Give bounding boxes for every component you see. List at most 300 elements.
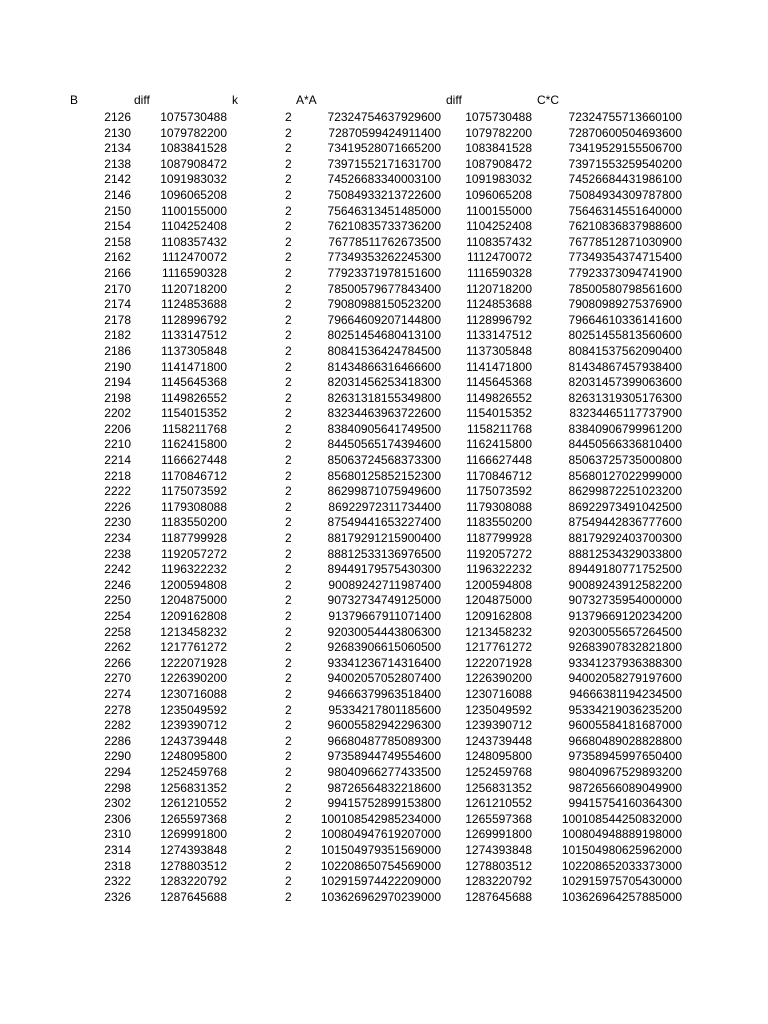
cell-k: 2 xyxy=(285,297,292,312)
table-row xyxy=(0,484,768,500)
cell-k: 2 xyxy=(285,499,292,514)
cell-diff-2: 1170846712 xyxy=(466,468,532,483)
cell-c-squared: 75646314551640000 xyxy=(568,203,682,218)
header-a-squared: A*A xyxy=(296,93,317,107)
cell-a-squared: 90732734749125000 xyxy=(327,593,441,608)
cell-k: 2 xyxy=(285,359,292,374)
cell-b: 2286 xyxy=(104,733,131,748)
header-c-squared: C*C xyxy=(537,93,560,107)
cell-c-squared: 76210836837988600 xyxy=(568,219,682,234)
cell-diff-2: 1269991800 xyxy=(465,827,532,842)
cell-a-squared: 75084933213722600 xyxy=(327,187,441,202)
cell-a-squared: 97358944749554600 xyxy=(327,749,441,764)
cell-diff: 1274393848 xyxy=(160,842,227,857)
cell-a-squared: 94002057052807400 xyxy=(327,671,441,686)
table-row xyxy=(0,703,768,719)
table-row xyxy=(0,406,768,422)
cell-k: 2 xyxy=(285,842,292,857)
cell-b: 2306 xyxy=(104,811,131,826)
cell-a-squared: 98040966277433500 xyxy=(327,764,441,779)
cell-a-squared: 82631318155349800 xyxy=(327,390,441,405)
cell-c-squared: 90089243912582200 xyxy=(568,577,682,592)
cell-k: 2 xyxy=(285,484,292,499)
cell-b: 2254 xyxy=(104,609,131,623)
cell-b: 2178 xyxy=(104,312,131,327)
table-row xyxy=(0,671,768,687)
table-row xyxy=(0,500,768,516)
cell-diff: 1096065208 xyxy=(160,187,227,202)
cell-diff-2: 1239390712 xyxy=(465,718,532,733)
cell-b: 2234 xyxy=(104,531,131,546)
cell-a-squared: 73419528071665200 xyxy=(327,141,441,156)
cell-c-squared: 82631319305176300 xyxy=(568,390,682,405)
table-row xyxy=(0,391,768,407)
cell-k: 2 xyxy=(285,655,292,670)
table-row xyxy=(0,843,768,859)
cell-c-squared: 100804948889198000 xyxy=(561,827,682,842)
cell-b: 2214 xyxy=(104,453,131,468)
cell-c-squared: 78500580798561600 xyxy=(568,281,682,296)
cell-c-squared: 88179292403700300 xyxy=(568,531,682,546)
cell-diff: 1278803512 xyxy=(160,858,227,873)
table-row xyxy=(0,172,768,188)
cell-diff: 1196322232 xyxy=(161,562,227,577)
cell-diff-2: 1222071928 xyxy=(465,655,532,670)
cell-k: 2 xyxy=(285,390,292,405)
cell-diff-2: 1120718200 xyxy=(466,281,532,296)
cell-k: 2 xyxy=(285,671,292,686)
cell-b: 2322 xyxy=(104,874,131,889)
cell-k: 2 xyxy=(285,780,292,795)
cell-diff: 1108357432 xyxy=(161,234,227,249)
table-row xyxy=(0,266,768,282)
cell-a-squared: 93341236714316400 xyxy=(327,655,441,670)
cell-a-squared: 83840905641749500 xyxy=(327,421,441,436)
cell-diff: 1112470072 xyxy=(162,250,227,265)
cell-k: 2 xyxy=(285,437,292,452)
cell-k: 2 xyxy=(285,593,292,608)
cell-b: 2142 xyxy=(104,172,131,187)
cell-k: 2 xyxy=(285,827,292,842)
cell-k: 2 xyxy=(285,265,292,280)
cell-k: 2 xyxy=(285,219,292,234)
cell-c-squared: 94666381194234500 xyxy=(569,686,682,701)
cell-diff-2: 1091983032 xyxy=(465,172,532,187)
cell-a-squared: 86299871075949600 xyxy=(327,484,441,499)
cell-b: 2326 xyxy=(104,889,131,904)
cell-b: 2130 xyxy=(104,125,131,140)
cell-diff: 1083841528 xyxy=(160,141,227,156)
cell-diff-2: 1145645368 xyxy=(466,375,532,390)
cell-diff-2: 1243739448 xyxy=(465,733,532,748)
cell-a-squared: 72870599424911400 xyxy=(328,125,441,140)
cell-diff-2: 1213458232 xyxy=(465,624,532,639)
cell-a-squared: 99415752899153800 xyxy=(327,796,441,811)
cell-c-squared: 96005584181687000 xyxy=(568,718,682,733)
table-row xyxy=(0,749,768,765)
table-row xyxy=(0,890,768,906)
table-row xyxy=(0,328,768,344)
cell-c-squared: 83840906799961200 xyxy=(568,421,682,436)
cell-diff-2: 1158211768 xyxy=(467,421,532,436)
cell-diff-2: 1209162808 xyxy=(465,609,532,623)
cell-diff: 1128996792 xyxy=(161,312,227,327)
cell-b: 2174 xyxy=(104,297,131,312)
table-row xyxy=(0,640,768,656)
cell-diff: 1079782200 xyxy=(160,125,227,140)
cell-diff-2: 1112470072 xyxy=(467,250,532,265)
cell-diff: 1175073592 xyxy=(161,484,227,499)
cell-c-squared: 86299872251023200 xyxy=(568,484,682,499)
header-k: k xyxy=(232,93,238,107)
cell-diff-2: 1166627448 xyxy=(466,453,532,468)
cell-diff-2: 1154015352 xyxy=(466,406,532,421)
cell-diff: 1187799928 xyxy=(161,531,227,546)
cell-diff: 1091983032 xyxy=(160,172,227,187)
cell-diff: 1213458232 xyxy=(160,624,227,639)
cell-k: 2 xyxy=(285,874,292,889)
cell-diff: 1154015352 xyxy=(161,406,227,421)
cell-c-squared: 80841537562090400 xyxy=(568,343,682,358)
cell-c-squared: 86922973491042500 xyxy=(568,499,682,514)
cell-diff: 1217761272 xyxy=(160,640,227,655)
table-row xyxy=(0,515,768,531)
cell-k: 2 xyxy=(285,686,292,701)
cell-k: 2 xyxy=(285,125,292,140)
cell-c-squared: 81434867457938400 xyxy=(568,359,682,374)
cell-diff: 1261210552 xyxy=(160,796,227,811)
cell-a-squared: 74526683340003100 xyxy=(327,172,441,187)
cell-diff: 1265597368 xyxy=(160,811,227,826)
cell-diff-2: 1226390200 xyxy=(465,671,532,686)
cell-a-squared: 92683906615060500 xyxy=(327,640,441,655)
cell-diff: 1087908472 xyxy=(160,156,227,171)
cell-diff-2: 1162415800 xyxy=(466,437,532,452)
cell-k: 2 xyxy=(285,234,292,249)
cell-b: 2182 xyxy=(104,328,131,343)
table-row xyxy=(0,141,768,157)
cell-b: 2302 xyxy=(104,796,131,811)
cell-c-squared: 102208652033373000 xyxy=(561,858,682,873)
cell-k: 2 xyxy=(285,609,292,623)
table-row xyxy=(0,250,768,266)
cell-k: 2 xyxy=(285,187,292,202)
table-row xyxy=(0,344,768,360)
cell-diff-2: 1187799928 xyxy=(466,531,532,546)
data-rows xyxy=(0,110,768,905)
cell-a-squared: 100804947619207000 xyxy=(320,827,441,842)
cell-diff: 1133147512 xyxy=(161,328,227,343)
cell-a-squared: 89449179575430300 xyxy=(327,562,441,577)
cell-diff-2: 1274393848 xyxy=(465,842,532,857)
cell-b: 2134 xyxy=(104,141,131,156)
table-row xyxy=(0,874,768,890)
table-row xyxy=(0,282,768,298)
cell-b: 2170 xyxy=(104,281,131,296)
cell-diff-2: 1179308088 xyxy=(466,499,532,514)
cell-diff: 1104252408 xyxy=(161,219,227,234)
table-row xyxy=(0,360,768,376)
cell-diff-2: 1200594808 xyxy=(465,577,532,592)
cell-diff: 1209162808 xyxy=(160,609,227,623)
cell-diff: 1137305848 xyxy=(161,343,227,358)
table-row xyxy=(0,812,768,828)
cell-diff-2: 1252459768 xyxy=(465,764,532,779)
header-diff-2: diff xyxy=(446,93,462,107)
table-row xyxy=(0,625,768,641)
cell-diff: 1239390712 xyxy=(160,718,227,733)
header-diff: diff xyxy=(134,93,150,107)
cell-b: 2290 xyxy=(104,749,131,764)
cell-c-squared: 77349354374715400 xyxy=(568,250,682,265)
cell-a-squared: 103626962970239000 xyxy=(320,889,441,904)
cell-diff: 1183550200 xyxy=(161,515,227,530)
cell-k: 2 xyxy=(285,141,292,156)
cell-c-squared: 92030055657264500 xyxy=(568,624,682,639)
cell-b: 2294 xyxy=(104,764,131,779)
cell-a-squared: 98726564832218600 xyxy=(327,780,441,795)
cell-a-squared: 81434866316466600 xyxy=(327,359,441,374)
cell-b: 2230 xyxy=(104,515,131,530)
cell-c-squared: 95334219036235200 xyxy=(568,702,682,717)
cell-k: 2 xyxy=(285,281,292,296)
cell-diff: 1226390200 xyxy=(160,671,227,686)
cell-a-squared: 96005582942296300 xyxy=(327,718,441,733)
cell-k: 2 xyxy=(285,796,292,811)
cell-c-squared: 97358945997650400 xyxy=(568,749,682,764)
cell-diff: 1120718200 xyxy=(161,281,227,296)
cell-diff-2: 1192057272 xyxy=(466,546,532,561)
cell-diff: 1149826552 xyxy=(161,390,227,405)
cell-diff-2: 1100155000 xyxy=(466,203,532,218)
cell-a-squared: 79080988150523200 xyxy=(327,297,441,312)
cell-c-squared: 73971553259540200 xyxy=(568,156,682,171)
cell-c-squared: 93341237936388300 xyxy=(568,655,682,670)
cell-c-squared: 98040967529893200 xyxy=(568,764,682,779)
cell-diff: 1162415800 xyxy=(161,437,227,452)
cell-c-squared: 102915975705430000 xyxy=(561,874,682,889)
cell-b: 2194 xyxy=(104,375,131,390)
table-row xyxy=(0,204,768,220)
table-row xyxy=(0,765,768,781)
cell-diff: 1179308088 xyxy=(161,499,227,514)
cell-k: 2 xyxy=(285,546,292,561)
cell-diff-2: 1149826552 xyxy=(466,390,532,405)
cell-b: 2210 xyxy=(104,437,131,452)
table-row xyxy=(0,562,768,578)
cell-diff: 1287645688 xyxy=(160,889,227,904)
cell-k: 2 xyxy=(285,250,292,265)
cell-diff: 1235049592 xyxy=(160,702,227,717)
cell-diff-2: 1204875000 xyxy=(465,593,532,608)
cell-diff: 1200594808 xyxy=(160,577,227,592)
cell-k: 2 xyxy=(285,749,292,764)
cell-k: 2 xyxy=(285,858,292,873)
cell-b: 2166 xyxy=(104,265,131,280)
table-row xyxy=(0,453,768,469)
cell-diff-2: 1183550200 xyxy=(466,515,532,530)
table-row xyxy=(0,126,768,142)
table-row xyxy=(0,437,768,453)
table-row xyxy=(0,219,768,235)
cell-a-squared: 80251454680413100 xyxy=(327,328,441,343)
cell-diff-2: 1256831352 xyxy=(465,780,532,795)
cell-a-squared: 82031456253418300 xyxy=(327,375,441,390)
cell-diff-2: 1108357432 xyxy=(466,234,532,249)
cell-k: 2 xyxy=(285,421,292,436)
cell-diff: 1116590328 xyxy=(162,265,227,280)
cell-diff-2: 1137305848 xyxy=(466,343,532,358)
cell-diff-2: 1261210552 xyxy=(465,796,532,811)
cell-c-squared: 101504980625962000 xyxy=(561,842,682,857)
cell-k: 2 xyxy=(285,156,292,171)
table-row xyxy=(0,734,768,750)
cell-a-squared: 77349353262245300 xyxy=(327,250,441,265)
cell-a-squared: 75646313451485000 xyxy=(327,203,441,218)
cell-a-squared: 102915974422209000 xyxy=(320,874,441,889)
table-row xyxy=(0,578,768,594)
cell-c-squared: 84450566336810400 xyxy=(568,437,682,452)
cell-c-squared: 92683907832821800 xyxy=(568,640,682,655)
cell-c-squared: 82031457399063600 xyxy=(568,375,682,390)
table-row xyxy=(0,547,768,563)
cell-a-squared: 100108542985234000 xyxy=(320,811,441,826)
cell-diff-2: 1079782200 xyxy=(465,125,532,140)
table-row xyxy=(0,827,768,843)
cell-c-squared: 79664610336141600 xyxy=(568,312,682,327)
cell-a-squared: 76778511762673500 xyxy=(328,234,441,249)
cell-b: 2222 xyxy=(104,484,131,499)
cell-diff: 1166627448 xyxy=(161,453,227,468)
cell-diff: 1192057272 xyxy=(161,546,227,561)
cell-a-squared: 77923371978151600 xyxy=(327,265,441,280)
cell-a-squared: 73971552171631700 xyxy=(327,156,441,171)
cell-k: 2 xyxy=(285,468,292,483)
cell-diff: 1230716088 xyxy=(160,686,227,701)
cell-diff-2: 1083841528 xyxy=(465,141,532,156)
cell-a-squared: 79664609207144800 xyxy=(327,312,441,327)
cell-c-squared: 83234465117737900 xyxy=(569,406,682,421)
cell-a-squared: 72324754637929600 xyxy=(327,110,441,124)
cell-diff: 1075730488 xyxy=(160,110,227,124)
cell-k: 2 xyxy=(285,453,292,468)
cell-a-squared: 86922972311734400 xyxy=(328,499,441,514)
cell-c-squared: 91379669120234200 xyxy=(568,609,682,623)
cell-diff: 1222071928 xyxy=(160,655,227,670)
cell-b: 2318 xyxy=(104,858,131,873)
cell-a-squared: 83234463963722600 xyxy=(327,406,441,421)
cell-diff-2: 1133147512 xyxy=(466,328,532,343)
cell-b: 2298 xyxy=(104,780,131,795)
cell-c-squared: 99415754160364300 xyxy=(568,796,682,811)
cell-b: 2198 xyxy=(104,390,131,405)
cell-c-squared: 87549442836777600 xyxy=(568,515,682,530)
cell-a-squared: 94666379963518400 xyxy=(327,686,441,701)
cell-b: 2126 xyxy=(104,110,131,124)
cell-c-squared: 94002058279197600 xyxy=(568,671,682,686)
cell-k: 2 xyxy=(285,811,292,826)
cell-c-squared: 85063725735000800 xyxy=(568,453,682,468)
cell-a-squared: 88179291215900400 xyxy=(327,531,441,546)
cell-diff-2: 1196322232 xyxy=(466,562,532,577)
cell-b: 2138 xyxy=(104,156,131,171)
cell-b: 2266 xyxy=(104,655,131,670)
table-row xyxy=(0,781,768,797)
cell-diff: 1248095800 xyxy=(160,749,227,764)
cell-k: 2 xyxy=(285,718,292,733)
cell-diff-2: 1141471800 xyxy=(466,359,532,374)
cell-b: 2202 xyxy=(104,406,131,421)
cell-c-squared: 77923373094741900 xyxy=(568,265,682,280)
cell-diff: 1170846712 xyxy=(161,468,227,483)
cell-a-squared: 85680125852152300 xyxy=(327,468,441,483)
table-row xyxy=(0,609,768,625)
cell-k: 2 xyxy=(285,406,292,421)
cell-k: 2 xyxy=(285,889,292,904)
cell-c-squared: 100108544250832000 xyxy=(561,811,682,826)
cell-k: 2 xyxy=(285,328,292,343)
cell-a-squared: 95334217801185600 xyxy=(328,702,441,717)
cell-b: 2314 xyxy=(104,842,131,857)
cell-diff: 1243739448 xyxy=(160,733,227,748)
header-row xyxy=(0,93,768,109)
cell-diff: 1269991800 xyxy=(160,827,227,842)
cell-b: 2226 xyxy=(104,499,131,514)
cell-diff-2: 1235049592 xyxy=(465,702,532,717)
table-row xyxy=(0,110,768,126)
cell-b: 2154 xyxy=(104,219,131,234)
cell-c-squared: 103626964257885000 xyxy=(561,889,682,904)
cell-b: 2146 xyxy=(104,187,131,202)
cell-diff: 1100155000 xyxy=(161,203,227,218)
cell-diff-2: 1265597368 xyxy=(465,811,532,826)
cell-c-squared: 79080989275376900 xyxy=(568,297,682,312)
cell-k: 2 xyxy=(285,733,292,748)
cell-b: 2262 xyxy=(104,640,131,655)
cell-a-squared: 78500579677843400 xyxy=(327,281,441,296)
cell-k: 2 xyxy=(285,312,292,327)
cell-diff: 1124853688 xyxy=(161,297,227,312)
cell-c-squared: 89449180771752500 xyxy=(568,562,682,577)
cell-k: 2 xyxy=(285,702,292,717)
cell-a-squared: 76210835733736200 xyxy=(327,219,441,234)
header-b: B xyxy=(70,93,79,107)
cell-b: 2242 xyxy=(104,562,131,577)
cell-k: 2 xyxy=(285,110,292,124)
cell-a-squared: 102208650754569000 xyxy=(320,858,441,873)
cell-c-squared: 90732735954000000 xyxy=(568,593,682,608)
cell-b: 2158 xyxy=(104,234,131,249)
cell-a-squared: 101504979351569000 xyxy=(320,842,441,857)
cell-k: 2 xyxy=(285,531,292,546)
cell-diff-2: 1124853688 xyxy=(466,297,532,312)
table-row xyxy=(0,718,768,734)
cell-b: 2162 xyxy=(104,250,131,265)
cell-a-squared: 91379667911071400 xyxy=(328,609,441,623)
cell-b: 2274 xyxy=(104,686,131,701)
table-row xyxy=(0,375,768,391)
cell-c-squared: 96680489028828800 xyxy=(568,733,682,748)
cell-b: 2246 xyxy=(104,577,131,592)
cell-diff-2: 1175073592 xyxy=(466,484,532,499)
cell-b: 2238 xyxy=(104,546,131,561)
table-row xyxy=(0,687,768,703)
cell-k: 2 xyxy=(285,764,292,779)
cell-k: 2 xyxy=(285,375,292,390)
cell-k: 2 xyxy=(285,624,292,639)
cell-c-squared: 73419529155506700 xyxy=(568,141,682,156)
cell-c-squared: 98726566089049900 xyxy=(568,780,682,795)
